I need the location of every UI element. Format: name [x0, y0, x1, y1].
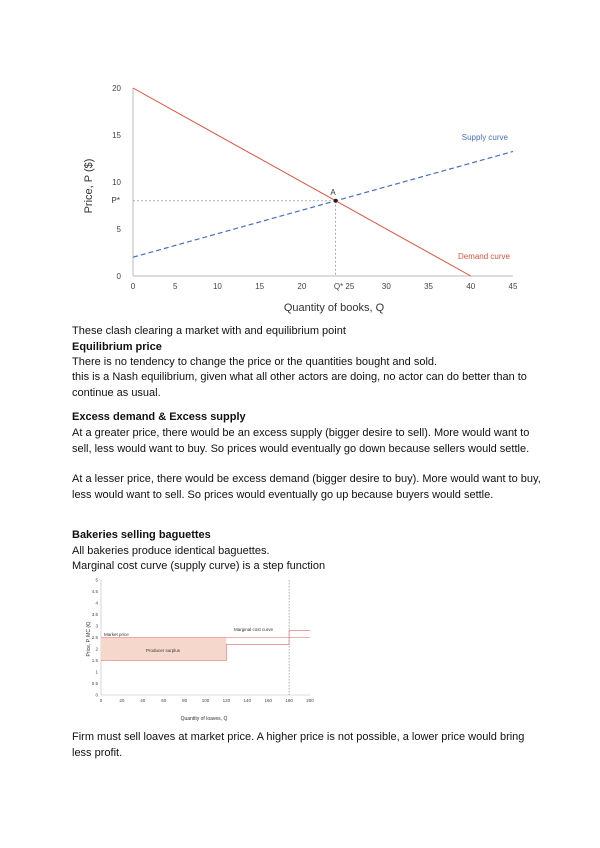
paragraph-lesser-price: At a lesser price, there would be excess demand (bigger desire to buy). More would want to buy, less would want to sell. So prices would eventually go up because buyers would settle. [72, 473, 541, 501]
c1-x-tick: 0 [130, 282, 136, 291]
c2-y-tick: 5 [95, 577, 98, 583]
c2-y-tick: 1 [95, 669, 98, 675]
c1-xlabel: Quantity of books, Q [283, 302, 385, 314]
c1-x-tick: 5 [172, 282, 178, 291]
paragraph-clash: These clash clearing a market with and equilibrium point [72, 325, 346, 337]
paragraph-nash: this is a Nash equilibrium, given what all other actors are doing, no actor can do better than to continue as usual. [72, 371, 527, 399]
c2-x-tick: 140 [243, 698, 252, 703]
paragraph-step-function: Marginal cost curve (supply curve) is a step function [72, 560, 326, 572]
c2-y-tick: 2 [95, 646, 98, 652]
c2-surplus-label: Producer surplus [146, 648, 181, 653]
c1-x-tick: 10 [212, 282, 222, 291]
equilibrium-point [334, 199, 338, 203]
c2-mc-label: Marginal cost curve [234, 627, 274, 632]
c1-y-tick: 15 [112, 131, 121, 140]
c1-x-tick: 40 [466, 282, 476, 291]
heading-equilibrium-price: Equilibrium price [72, 341, 162, 353]
c2-x-tick: 160 [264, 698, 272, 703]
c2-x-tick: 80 [182, 698, 188, 703]
c2-y-tick: 4.5 [91, 589, 98, 594]
c2-y-tick: 1.5 [91, 658, 98, 663]
paragraph-identical: All bakeries produce identical baguettes. [72, 545, 270, 557]
c2-y-tick: 4 [95, 600, 98, 606]
paragraph-no-tendency: There is no tendency to change the price or the quantities bought and sold. [72, 356, 438, 368]
paragraph-firm-must-sell: Firm must sell loaves at market price. A higher price is not possible, a lower price would bring less profit. [72, 731, 525, 759]
c1-y-tick: 20 [112, 84, 121, 93]
c1-y-tick: 5 [116, 225, 121, 234]
c1-x-tick: 15 [255, 282, 265, 291]
c2-x-tick: 0 [99, 698, 103, 703]
c2-x-tick: 120 [222, 698, 231, 703]
c1-ylabel: Price, P ($) [83, 158, 95, 214]
c2-x-tick: 40 [140, 698, 146, 703]
c2-y-tick: 2.5 [91, 635, 98, 640]
c2-y-tick: 0.5 [91, 681, 98, 686]
c2-x-tick: 180 [285, 698, 293, 703]
c2-y-tick: 3.5 [91, 612, 98, 617]
c2-market-price-label: Market price [104, 632, 129, 637]
c1-y-tick: 0 [116, 272, 121, 281]
c2-ylabel: Price, P, MC (€) [86, 621, 92, 657]
supply-curve-line [133, 151, 513, 257]
c2-x-tick: 200 [306, 698, 314, 703]
c2-x-tick: 20 [119, 698, 125, 703]
c2-y-tick: 0 [95, 692, 98, 698]
c2-xlabel: Quantity of loaves, Q [180, 716, 228, 722]
bakery-mc-chart [84, 574, 324, 724]
supply-demand-chart [78, 74, 528, 318]
c1-x-tick: Q* 25 [333, 282, 355, 291]
demand-curve-line [133, 88, 471, 276]
c1-x-tick: 35 [424, 282, 434, 291]
heading-bakeries: Bakeries selling baguettes [72, 529, 211, 541]
c1-y-tick: 10 [112, 178, 121, 187]
c1-x-tick: 30 [381, 282, 391, 291]
c2-x-tick: 100 [201, 698, 210, 703]
c2-y-tick: 3 [95, 623, 98, 629]
c1-demand-label: Demand curve [457, 252, 510, 261]
c1-pstar-label: P* [111, 196, 120, 205]
c2-x-tick: 60 [161, 698, 167, 703]
heading-excess: Excess demand & Excess supply [72, 411, 246, 423]
paragraph-greater-price: At a greater price, there would be an excess supply (bigger desire to sell). More would want to sell, less would want to buy. So prices would eventually go down because sellers would settle. [72, 427, 530, 455]
c1-x-tick: 45 [508, 282, 518, 291]
c1-point-label: A [330, 188, 336, 197]
c1-supply-label: Supply curve [461, 133, 508, 142]
c1-x-tick: 20 [297, 282, 307, 291]
